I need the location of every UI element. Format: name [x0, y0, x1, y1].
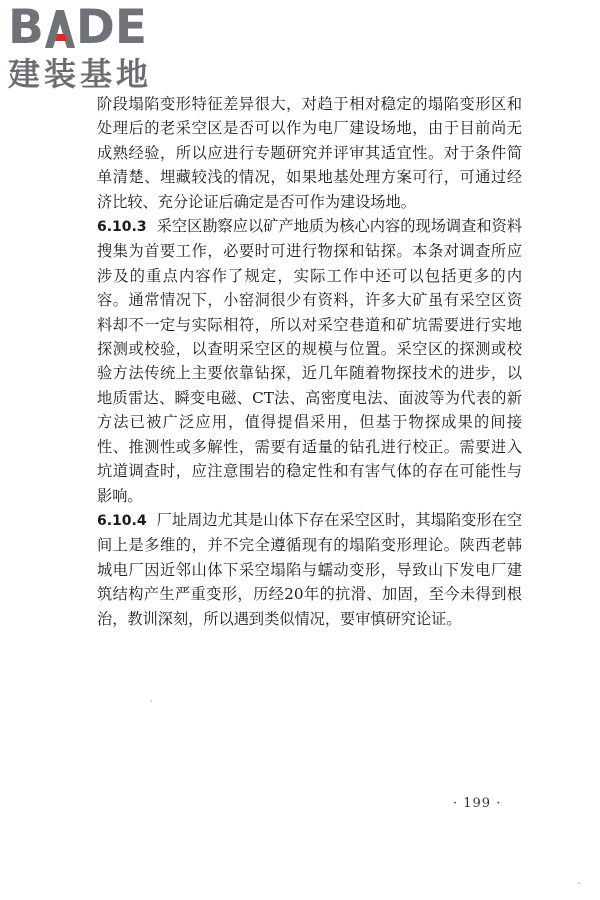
paragraph-text: 厂址周边尤其是山体下存在采空区时，其塌陷变形在空间上是多维的，并不完全遵循现有的塌陷变形理论。陕西老韩城电厂因近邻山体下采空塌陷与蠕动变形，导致山下发电厂建筑结构产生严重变形，历经20年的抗滑、加固，至今未得到根治，教训深刻，所以遇到类似情况，要审慎研究论证。	[97, 510, 522, 628]
brand-logo	[8, 2, 178, 94]
clause-number: 6.10.3	[97, 219, 147, 236]
logo-accent-a-icon	[45, 9, 75, 47]
logo-subtitle: 建装基地	[8, 55, 153, 93]
document-body	[97, 92, 522, 631]
logo-a-shape-icon	[45, 10, 75, 48]
paragraph-text: 阶段塌陷变形特征差异很大，对趋于相对稳定的塌陷变形区和处理后的老采空区是否可以作为电厂建设场地，由于目前尚无成熟经验，所以应进行专题研究并评审其适宜性。对于条件简单清楚、埋藏较浅的情况，如果地基处理方案可行，可通过经济比较、充分论证后确定是否可作为建设场地。	[97, 95, 522, 211]
clause-number: 6.10.4	[97, 512, 147, 529]
clause-6-10-3	[97, 214, 522, 508]
logo-letter-b: B	[8, 0, 44, 55]
scan-speck	[578, 882, 580, 884]
logo-wordmark	[8, 0, 178, 55]
page-number: · 199 ·	[453, 796, 502, 811]
paragraph-continuation	[97, 92, 522, 214]
logo-letters-de: DE	[75, 0, 147, 55]
clause-6-10-4	[97, 508, 522, 631]
scan-speck	[150, 700, 152, 702]
paragraph-text: 采空区勘察应以矿产地质为核心内容的现场调查和资料搜集为首要工作，必要时可进行物探和钻探。本条对调查所应涉及的重点内容作了规定，实际工作中还可以包括更多的内容。通常情况下，小窑洞很少有资料，许多大矿虽有采空区资料却不一定与实际相符，所以对采空巷道和矿坑需要进行实地探测或校验，以查明采空区的规模与位置。采空区的探测或校验方法传统上主要依靠钻探，近几年随着物探技术的进步，以地质雷达、瞬变电磁、CT法、高密度电法、面波等为代表的新方法已被广泛应用，值得提倡采用，但基于物探成果的间接性、推测性或多解性，需要有适量的钻孔进行校正。需要进入坑道调查时，应注意围岩的稳定性和有害气体的存在可能性与影响。	[97, 217, 522, 505]
